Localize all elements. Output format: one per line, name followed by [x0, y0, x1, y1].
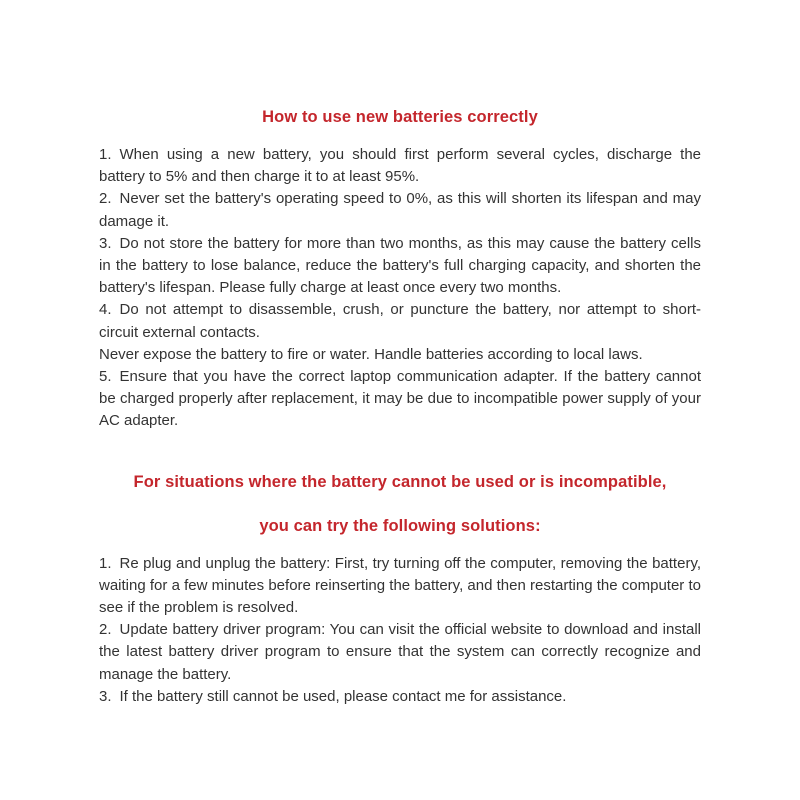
list-item [99, 366, 701, 433]
list-item-text: If the battery still cannot be used, please contact me for assistance. [119, 687, 567, 705]
list-item-number: 3. [99, 234, 112, 252]
list-item-number: 5. [99, 368, 112, 386]
list-item-text: Update battery driver program: You can visit the official website to download and install the latest battery driver program to ensure that the system can correctly recognize and manage the battery. [99, 621, 701, 683]
list-item [99, 686, 701, 708]
list-item [99, 233, 701, 300]
list-item [99, 188, 701, 232]
list-item-text: Never expose the battery to fire or water. Handle batteries according to local laws. [99, 345, 643, 363]
list-item [99, 344, 701, 366]
list-item-number: 1. [99, 554, 112, 572]
list-item [99, 619, 701, 686]
list-item-text: Re plug and unplug the battery: First, try turning off the computer, removing the battery, waiting for a few minutes before reinserting the battery, and then restarting the computer to see if the problem is resolved. [99, 554, 701, 617]
list-item [99, 553, 701, 620]
list-item-text: Never set the battery's operating speed to 0%, as this will shorten its lifespan and may damage it. [99, 190, 701, 230]
list-item-number: 2. [99, 621, 112, 639]
section2-title-line2: you can try the following solutions: [259, 516, 541, 535]
section2-body [99, 553, 701, 708]
section1-title: How to use new batteries correctly [262, 108, 538, 126]
list-item-number: 1. [99, 146, 112, 163]
list-item-number: 2. [99, 190, 112, 208]
list-item [99, 299, 701, 343]
list-item-text: Do not store the battery for more than two months, as this may cause the battery cells in the battery to lose balance, reduce the battery's full charging capacity, and shorten the battery's lifespan. Please fully charge at least once every two months. [99, 234, 701, 297]
section1-body [99, 144, 701, 433]
list-item-text: When using a new battery, you should first perform several cycles, discharge the battery to 5% and then charge it to at least 95%. [99, 146, 701, 186]
list-item-number: 3. [99, 687, 112, 705]
list-item-number: 4. [99, 301, 112, 319]
list-item [99, 144, 701, 188]
list-item-text: Ensure that you have the correct laptop communication adapter. If the battery cannot be charged properly after replacement, it may be due to incompatible power supply of your AC adapter. [99, 368, 701, 430]
list-item-text: Do not attempt to disassemble, crush, or puncture the battery, nor attempt to short-circuit external contacts. [99, 301, 701, 341]
section2-title-line1: For situations where the battery cannot be used or is incompatible, [133, 472, 667, 491]
